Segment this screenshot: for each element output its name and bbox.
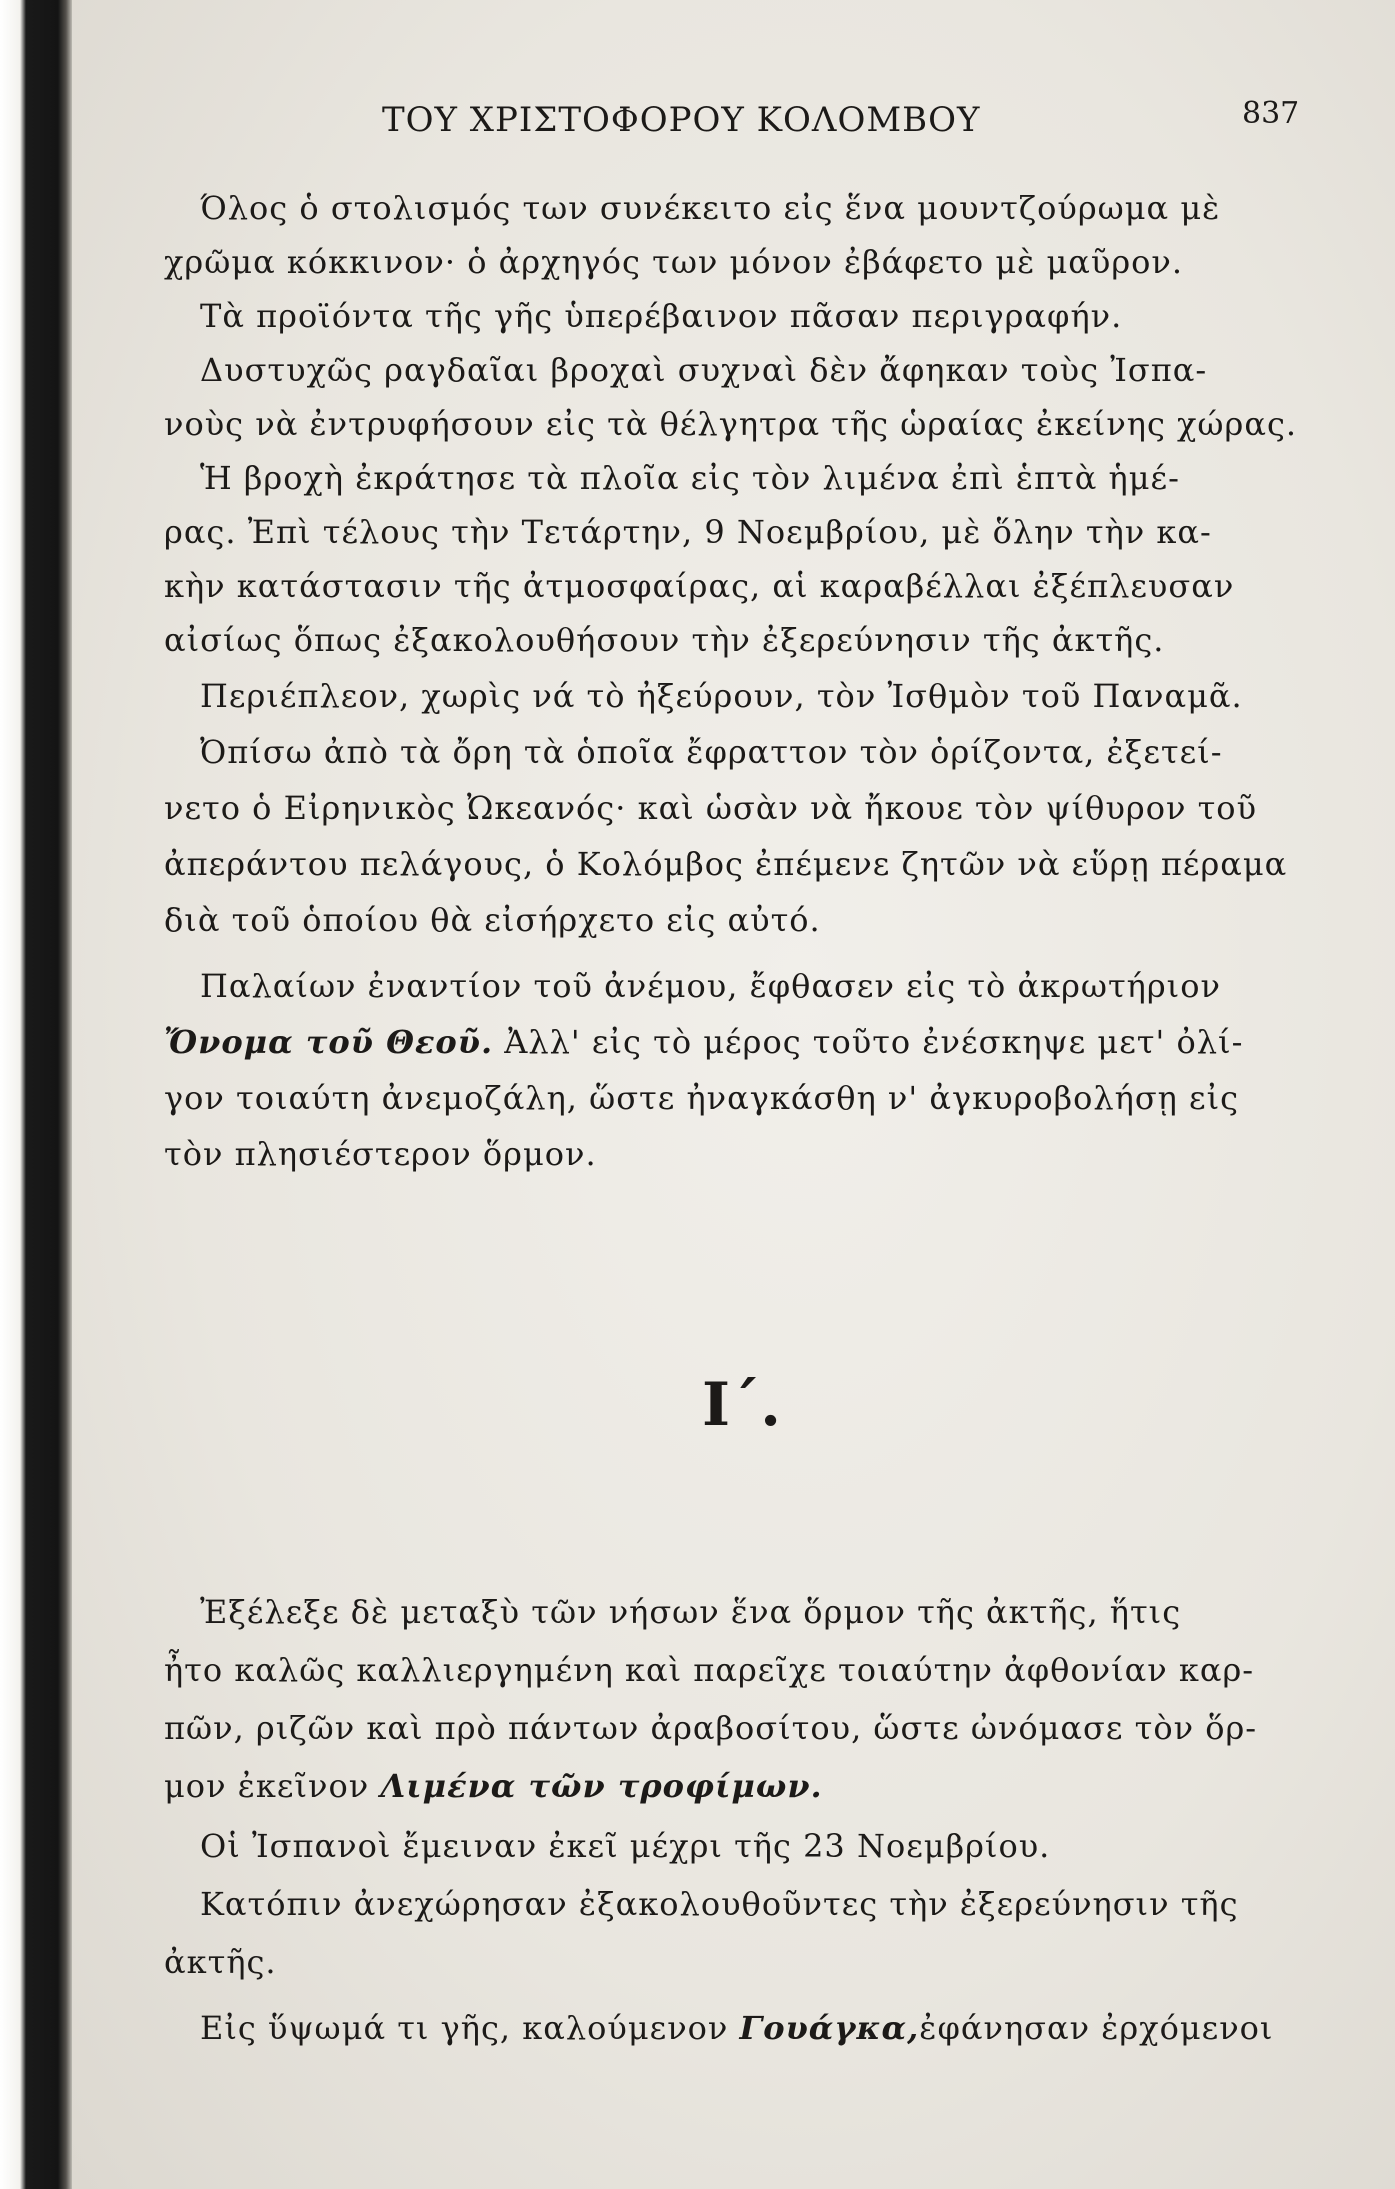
book-page — [72, 0, 1395, 2189]
text-line: Ὀπίσω ἀπὸ τὰ ὄρη τὰ ὁποῖα ἔφραττον τὸν ὁρίζοντα, ἐξετεί- — [200, 733, 1223, 771]
text-line: Ἡ βροχὴ ἐκράτησε τὰ πλοῖα εἰς τὸν λιμένα ἐπὶ ἑπτὰ ἡμέ- — [200, 459, 1180, 497]
text-line: γον τοιαύτη ἀνεμοζάλη, ὥστε ἠναγκάσθη ν' ἀγκυροβολήσῃ εἰς — [164, 1079, 1240, 1117]
text-line: νοὺς νὰ ἐντρυφήσουν εἰς τὰ θέλγητρα τῆς ὡραίας ἐκείνης χώρας. — [164, 405, 1298, 443]
page-number: 837 — [1242, 96, 1300, 131]
text-line: Οἱ Ἰσπανοὶ ἔμειναν ἐκεῖ μέχρι τῆς 23 Νοεμβρίου. — [200, 1827, 1051, 1865]
text-line — [164, 1022, 1243, 1062]
running-title: ΤΟΥ ΧΡΙΣΤΟΦΟΡΟΥ ΚΟΛΟΜΒΟΥ — [382, 100, 981, 140]
text-line: τὸν πλησιέστερον ὅρμον. — [164, 1135, 597, 1173]
text-line — [200, 2008, 1273, 2048]
text-line: Παλαίων ἐναντίον τοῦ ἀνέμου, ἔφθασεν εἰς τὸ ἀκρωτήριον — [200, 967, 1221, 1005]
italic-place-name: Ὄνομα τοῦ Θεοῦ. — [164, 1023, 494, 1061]
text-line: νετο ὁ Εἰρηνικὸς Ὠκεανός· καὶ ὡσὰν νὰ ἤκουε τὸν ψίθυρον τοῦ — [164, 789, 1258, 827]
italic-place-name: Λιμένα τῶν τροφίμων. — [380, 1767, 823, 1805]
page-header — [72, 96, 1395, 150]
text-line: πῶν, ριζῶν καὶ πρὸ πάντων ἀραβοσίτου, ὥστε ὠνόμασε τὸν ὅρ- — [164, 1709, 1258, 1747]
text-line: Ἐξέλεξε δὲ μεταξὺ τῶν νήσων ἕνα ὅρμον τῆς ἀκτῆς, ἥτις — [200, 1593, 1182, 1631]
text-line — [164, 1766, 823, 1806]
text-line: Τὰ προϊόντα τῆς γῆς ὑπερέβαινον πᾶσαν περιγραφήν. — [200, 297, 1123, 335]
text-line: ἀπεράντου πελάγους, ὁ Κολόμβος ἐπέμενε ζητῶν νὰ εὕρῃ πέραμα — [164, 845, 1288, 883]
book-binding-shadow — [0, 0, 72, 2189]
text-line: Κατόπιν ἀνεχώρησαν ἐξακολουθοῦντες τὴν ἐξερεύνησιν τῆς — [200, 1885, 1239, 1923]
line-continuation: Ἀλλ' εἰς τὸ μέρος τοῦτο ἐνέσκηψε μετ' ὀλί- — [493, 1023, 1244, 1061]
section-heading: Ι΄. — [702, 1370, 781, 1440]
text-line: χρῶμα κόκκινον· ὁ ἀρχηγός των μόνον ἐβάφετο μὲ μαῦρον. — [164, 243, 1184, 281]
text-line: διὰ τοῦ ὁποίου θὰ εἰσήρχετο εἰς αὐτό. — [164, 901, 821, 939]
line-continuation: ἐφάνησαν ἐρχόμενοι — [919, 2009, 1274, 2047]
italic-place-name: Γουάγκα, — [739, 2009, 920, 2047]
text-line: αἰσίως ὅπως ἐξακολουθήσουν τὴν ἐξερεύνησιν τῆς ἀκτῆς. — [164, 621, 1165, 659]
text-line: ρας. Ἐπὶ τέλους τὴν Τετάρτην, 9 Νοεμβρίου, μὲ ὅλην τὴν κα- — [164, 513, 1212, 551]
line-prefix: μον ἐκεῖνον — [164, 1767, 381, 1805]
text-line: κὴν κατάστασιν τῆς ἀτμοσφαίρας, αἱ καραβέλλαι ἐξέπλευσαν — [164, 567, 1235, 605]
text-line: Δυστυχῶς ραγδαῖαι βροχαὶ συχναὶ δὲν ἄφηκαν τοὺς Ἰσπα- — [200, 351, 1208, 389]
line-prefix: Εἰς ὕψωμά τι γῆς, καλούμενον — [200, 2009, 740, 2047]
text-line: ἀκτῆς. — [164, 1943, 277, 1981]
text-line: Όλος ὁ στολισμός των συνέκειτο εἰς ἕνα μουντζούρωμα μὲ — [200, 189, 1221, 227]
text-line: Περιέπλεον, χωρὶς νά τὸ ἠξεύρουν, τὸν Ἰσθμὸν τοῦ Παναμᾶ. — [200, 677, 1243, 715]
text-line: ἦτο καλῶς καλλιεργημένη καὶ παρεῖχε τοιαύτην ἀφθονίαν καρ- — [164, 1651, 1255, 1689]
